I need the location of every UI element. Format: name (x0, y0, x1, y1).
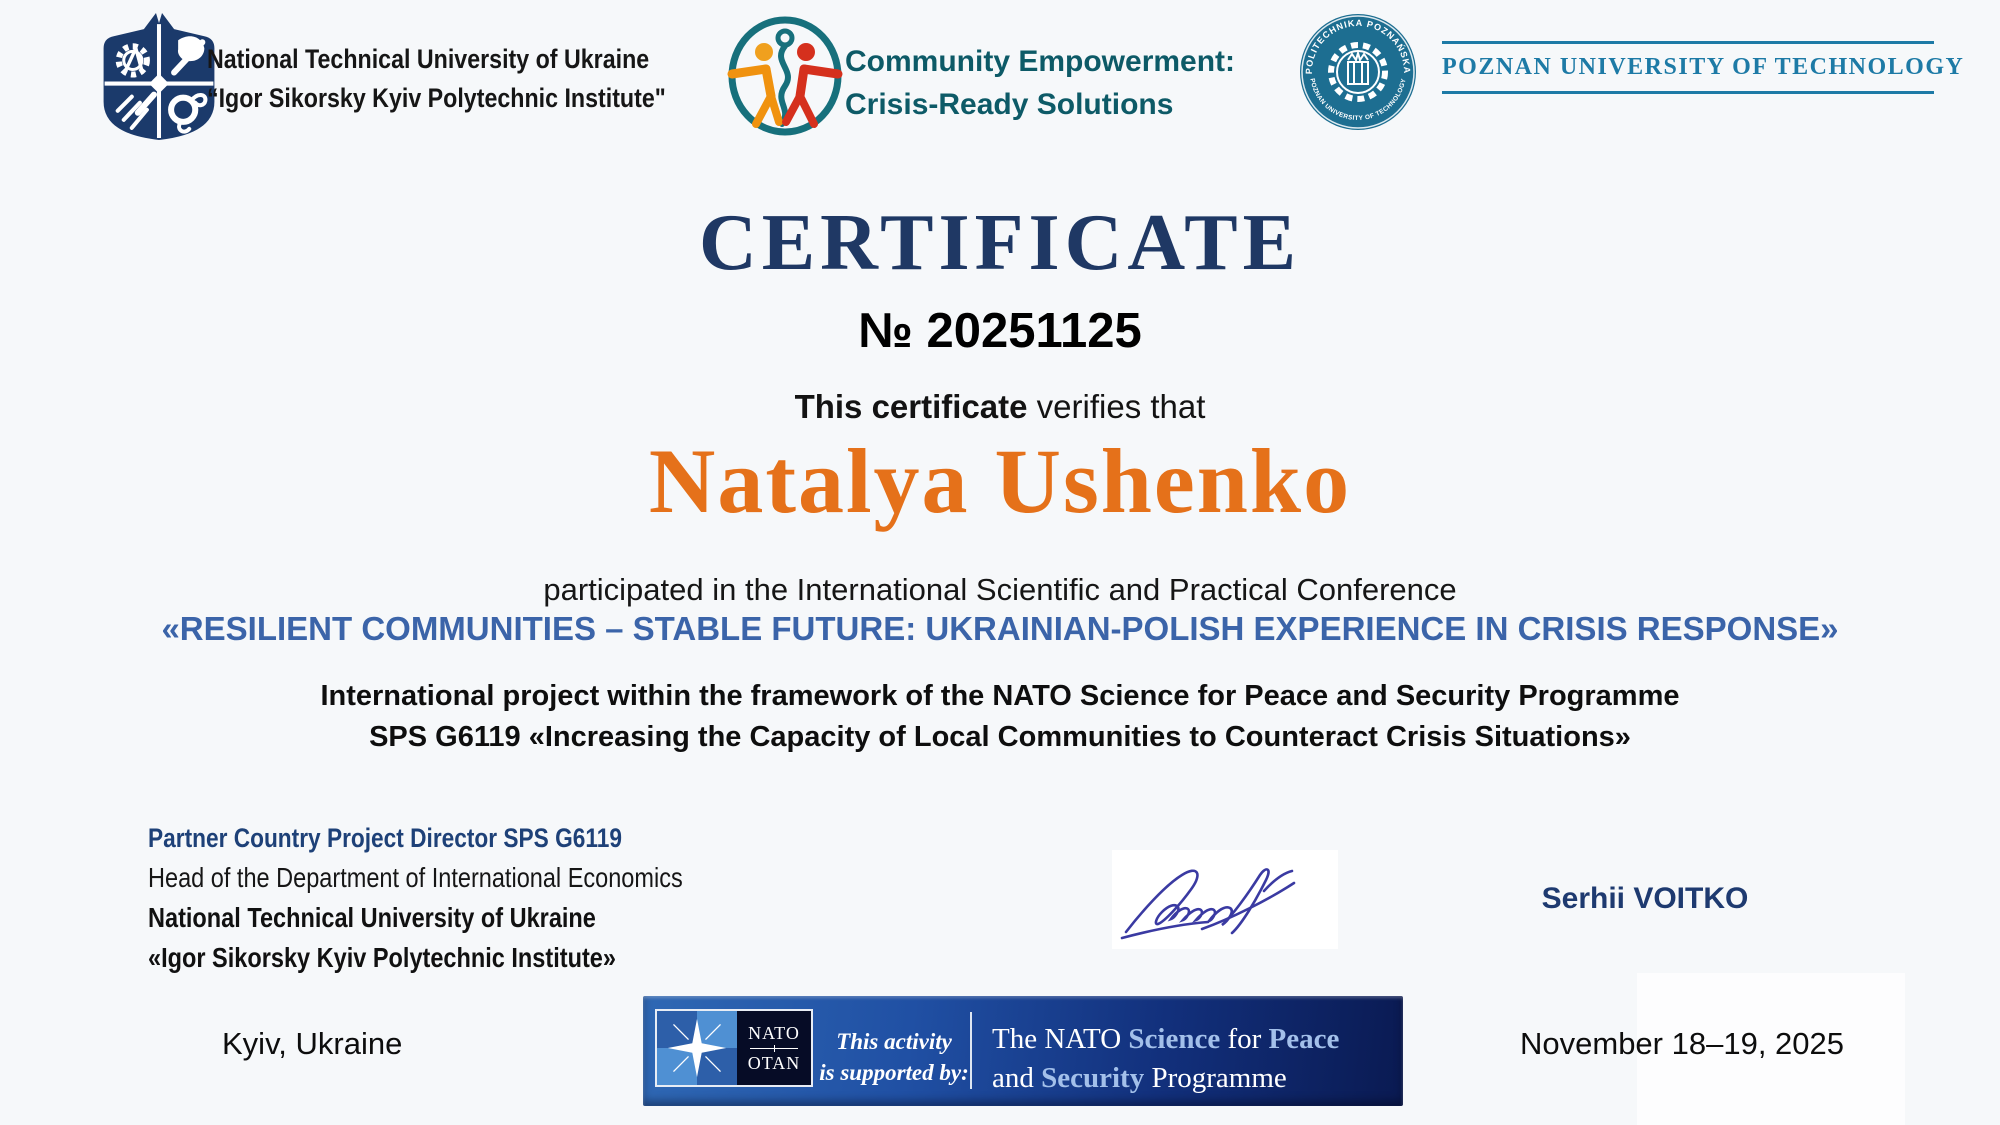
certificate-number: № 20251125 (858, 304, 1142, 358)
support-line1: This activity (836, 1029, 952, 1054)
kpi-line1: National Technical University of Ukraine (207, 44, 650, 74)
programme-text: Programme (1144, 1062, 1287, 1094)
community-line2: Crisis-Ready Solutions (845, 88, 1174, 121)
programme-accent-science: Science (1128, 1023, 1221, 1055)
kpi-university-name (207, 40, 666, 118)
participation-line: participated in the International Scientific and Practical Conference (543, 572, 1457, 607)
nato-flag-quadrants (657, 1011, 737, 1085)
conference-title: «RESILIENT COMMUNITIES – STABLE FUTURE: UKRAINIAN-POLISH EXPERIENCE IN CRISIS RESPONSE» (161, 610, 1839, 647)
community-line1: Community Empowerment: (845, 45, 1236, 78)
signature-panel (1112, 850, 1338, 949)
community-logo-text (845, 40, 1235, 126)
signatory-block (148, 818, 683, 978)
verify-rest: verifies that (1027, 388, 1206, 425)
poznan-wordmark: POZNAN UNIVERSITY OF TECHNOLOGY (1442, 41, 1934, 94)
recipient-name: Natalya Ushenko (648, 430, 1352, 532)
kpi-line2: “Igor Sikorsky Kyiv Polytechnic Institute" (207, 83, 666, 113)
verify-bold: This certificate (794, 388, 1028, 425)
signatory-role-line3: National Technical University of Ukraine (148, 902, 596, 933)
project-description (0, 676, 2000, 758)
certificate-title: CERTIFICATE (699, 199, 1301, 287)
programme-text: for (1220, 1023, 1269, 1055)
signatory-role-line4: «Igor Sikorsky Kyiv Polytechnic Institute» (148, 942, 616, 973)
right-dancer-icon (786, 43, 838, 124)
signatory-name: Serhii VOITKO (1541, 882, 1749, 915)
signatory-role-line1: Partner Country Project Director SPS G6119 (148, 823, 622, 853)
signatory-role-line2: Head of the Department of International Economics (148, 862, 683, 893)
nato-flag-wordmark (737, 1011, 811, 1085)
signature-image (1112, 850, 1338, 949)
programme-text: The NATO (992, 1023, 1129, 1055)
nato-flag-icon (655, 1009, 813, 1087)
flag-word-otan: OTAN (747, 1052, 801, 1073)
nato-sps-banner (643, 996, 1403, 1106)
community-empowerment-logo-icon (716, 12, 854, 140)
kpi-shield-icon (93, 6, 225, 142)
programme-accent-security: Security (1041, 1062, 1145, 1094)
flag-word-nato: NATO (748, 1022, 800, 1043)
programme-text: and (992, 1062, 1042, 1094)
banner-divider (970, 1012, 972, 1089)
event-date: November 18–19, 2025 (1520, 1026, 1845, 1061)
project-line2: SPS G6119 «Increasing the Capacity of Local Communities to Counteract Crisis Situations» (369, 721, 1631, 753)
nato-programme-text (992, 1020, 1394, 1098)
seal-bottom-text: POZNAN UNIVERSITY OF TECHNOLOGY (1308, 77, 1408, 123)
nato-support-text (815, 1026, 973, 1088)
programme-accent-peace: Peace (1268, 1023, 1340, 1055)
event-place: Kyiv, Ukraine (222, 1026, 403, 1061)
verify-line (0, 388, 2000, 426)
flag-divider (750, 1048, 798, 1049)
support-line2: is supported by: (819, 1060, 969, 1085)
poznan-university-seal-icon (1298, 12, 1418, 132)
compass-rose-icon (665, 1016, 729, 1080)
project-line1: International project within the framework of the NATO Science for Peace and Security Programme (320, 680, 1680, 712)
seal-top-text: POLITECHNIKA POZNAŃSKA (1303, 17, 1413, 75)
